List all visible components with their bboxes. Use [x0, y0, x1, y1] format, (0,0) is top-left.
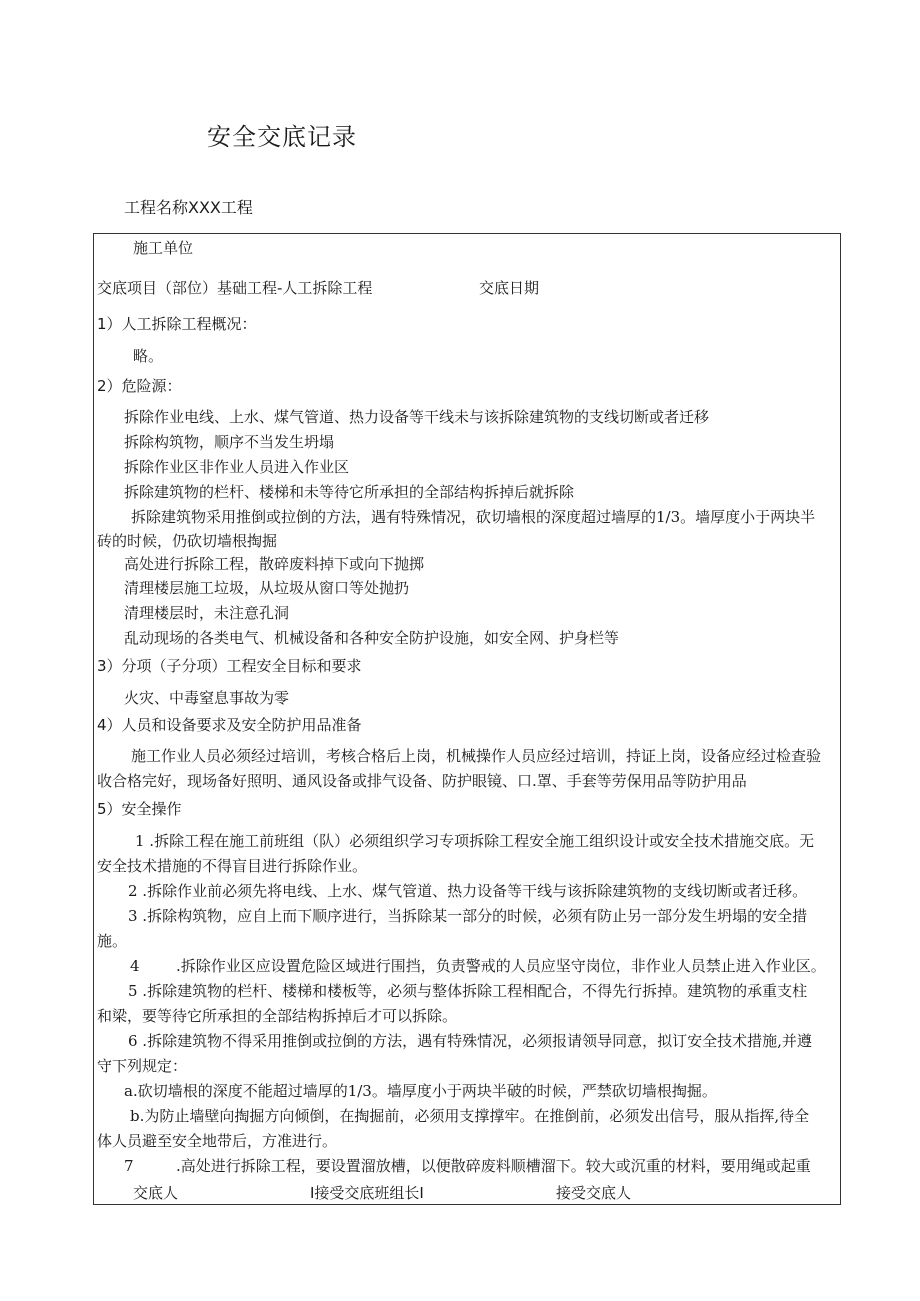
project-name: 工程名称XXX工程: [124, 198, 253, 217]
disclosure-date-label: 交底日期: [479, 279, 540, 297]
hazard-item: 拆除建筑物的栏杆、楼梯和未等待它所承担的全部结构拆掉后就拆除: [124, 483, 575, 501]
hazard-item: 砖的时候，仍砍切墙根掏掘: [97, 532, 278, 550]
operation-line: .高处进行拆除工程，要设置溜放槽，以便散碎废料顺槽溜下。较大或沉重的材料，要用绳或起重: [176, 1157, 811, 1175]
section4-line: 收合格完好，现场备好照明、通风设备或排气设备、防护眼镜、口.罩、手套等劳保用品等防护用品: [97, 772, 747, 790]
hazard-item: 拆除建筑物采用推倒或拉倒的方法，遇有特殊情况，砍切墙根的深度超过墙厚的1/3。墙厚度小于两块半: [131, 508, 816, 526]
section5-heading: 5）安全操作: [97, 800, 182, 818]
discloser-label: 交底人: [133, 1184, 179, 1202]
operation-line: 3 .拆除构筑物，应自上而下顺序进行，当拆除某一部分的时候，必须有防止另一部分发生坍塌的安全措: [128, 907, 808, 925]
operation-line: 和梁，要等待它所承担的全部结构拆掉后才可以拆除。: [97, 1007, 458, 1025]
section1-body: 略。: [133, 347, 164, 365]
operation-number: 7: [124, 1157, 134, 1175]
section4-line: 施工作业人员必须经过培训，考核合格后上岗，机械操作人员应经过培训，持证上岗，设备应经过检查验: [131, 747, 822, 765]
team-leader-label: I接受交底班组长I: [310, 1184, 424, 1202]
section2-heading: 2）危险源：: [97, 377, 182, 395]
operation-line: b.为防止墙壁向掏掘方向倾倒，在掏掘前，必须用支撑撑牢。在推倒前，必须发出信号，服从指挥,待全: [130, 1107, 810, 1125]
hazard-item: 拆除作业区非作业人员进入作业区: [124, 458, 350, 476]
hazard-item: 拆除构筑物，顺序不当发生坍塌: [124, 433, 335, 451]
hazard-item: 高处进行拆除工程，散碎废料掉下或向下抛掷: [124, 555, 425, 573]
operation-line: 1 .拆除工程在施工前班组（队）必须组织学习专项拆除工程安全施工组织设计或安全技术措施交底。无: [135, 832, 815, 850]
hazard-item: 乱动现场的各类电气、机械设备和各种安全防护设施，如安全网、护身栏等: [124, 629, 620, 647]
section1-heading: 1）人工拆除工程概况：: [97, 315, 257, 333]
hazard-item: 拆除作业电线、上水、煤气管道、热力设备等干线未与该拆除建筑物的支线切断或者迁移: [124, 408, 710, 426]
hazard-item: 清理楼层时，未注意孔洞: [124, 604, 290, 622]
hazard-item: 清理楼层施工垃圾，从垃圾从窗口等处抛扔: [124, 579, 410, 597]
page-title: 安全交底记录: [207, 123, 357, 151]
construction-unit-label: 施工单位: [133, 239, 194, 257]
operation-line: .拆除作业区应设置危险区域进行围挡，负责警戒的人员应坚守岗位，非作业人员禁止进入作业区。: [176, 957, 826, 975]
operation-line: 安全技术措施的不得盲目进行拆除作业。: [97, 857, 368, 875]
operation-line: 体人员避至安全地带后，方准进行。: [97, 1132, 338, 1150]
operation-line: 施。: [97, 932, 128, 950]
operation-line: a.砍切墙根的深度不能超过墙厚的1/3。墙厚度小于两块半破的时候，严禁砍切墙根掏掘。: [124, 1082, 717, 1100]
operation-number: 4: [130, 957, 140, 975]
section3-body: 火灾、中毒窒息事故为零: [124, 689, 290, 707]
operation-line: 守下列规定：: [97, 1057, 188, 1075]
receiver-label: 接受交底人: [556, 1184, 632, 1202]
operation-line: 2 .拆除作业前必须先将电线、上水、煤气管道、热力设备等干线与该拆除建筑物的支线切断或者迁移。: [128, 882, 808, 900]
section4-heading: 4）人员和设备要求及安全防护用品准备: [97, 716, 362, 734]
disclosure-item: 交底项目（部位）基础工程-人工拆除工程: [97, 279, 373, 297]
section3-heading: 3）分项（子分项）工程安全目标和要求: [97, 657, 362, 675]
operation-line: 6 .拆除建筑物不得采用推倒或拉倒的方法，遇有特殊情况，必须报请领导同意，拟订安全技术措施,并遵: [128, 1032, 812, 1050]
operation-line: 5 .拆除建筑物的栏杆、楼梯和楼板等，必须与整体拆除工程相配合，不得先行拆掉。建筑物的承重支柱: [128, 982, 808, 1000]
